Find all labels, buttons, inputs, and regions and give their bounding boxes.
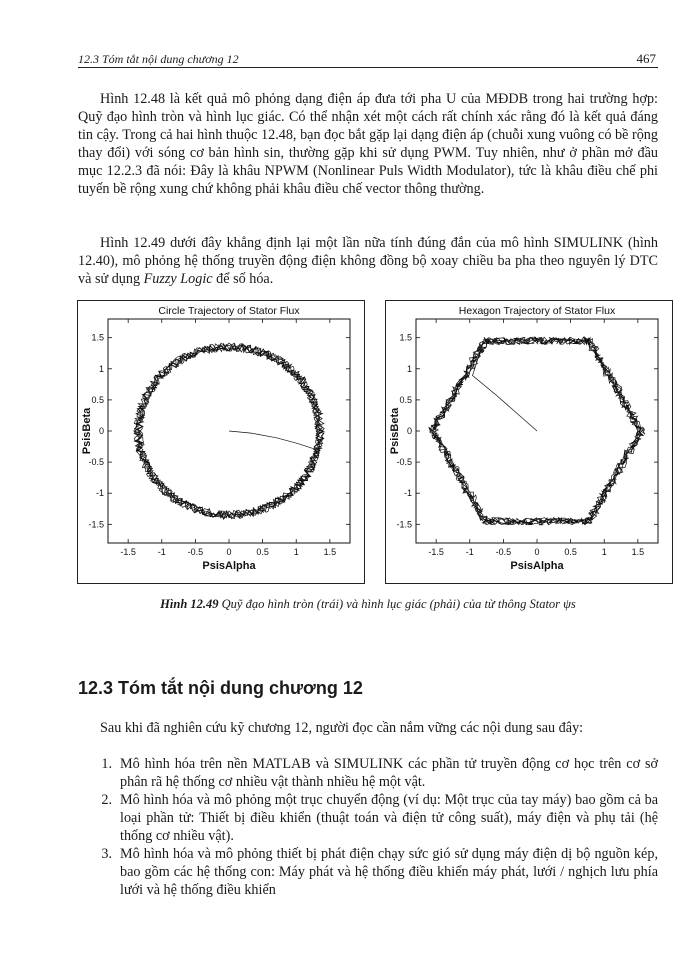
y-axis-label: PsisBeta [81,407,93,455]
x-tick-label: 0.5 [256,547,269,557]
chart-title: Hexagon Trajectory of Stator Flux [458,305,616,317]
y-tick-label: -1 [403,488,412,499]
caption-text: Quỹ đạo hình tròn (trái) và hình lục giác (phải) của từ thông Stator [218,597,564,611]
paragraph-2-part-a: Hình 12.49 dưới đây khẳng định lại một lần nữa tính đúng đắn của mô hình SIMULINK (hình 12.40), mô phỏng hệ thống truyền động điện không đồng bộ xoay chiều ba pha theo nguyên lý DTC và sử dụng [78,235,658,287]
fuzzy-logic-term: Fuzzy Logic [143,271,213,287]
flux-trajectory-lap [429,337,645,525]
x-tick-label: 1.5 [631,547,645,557]
list-item-text: Mô hình hóa trên nền MATLAB và SIMULINK các phần tử truyền động cơ học trên cơ sở phân rã hệ thống cơ nhiều vật thành nhiều hệ một vật. [120,756,658,790]
x-tick-label: 1 [601,547,607,557]
y-tick-label: 1.5 [91,332,104,343]
hexagon-trajectory-chart [386,301,672,583]
flux-trajectory-lap [135,343,324,518]
y-tick-label: -1.5 [88,519,104,530]
y-tick-label: 0.5 [399,394,412,405]
y-tick-label: 1 [406,363,412,374]
y-tick-label: 0 [406,426,412,436]
x-tick-label: 0 [534,547,540,557]
list-item-number: 2. [101,792,112,808]
y-tick-label: 0 [98,426,104,436]
flux-trajectory-lap [432,337,642,524]
y-tick-label: 1.5 [399,332,412,343]
y-axis-label: PsisBeta [389,407,401,455]
caption-label: Hình 12.49 [160,597,219,611]
paragraph-2-text [78,234,658,288]
x-tick-label: -1 [157,547,166,557]
running-head-section: 12.3 Tóm tắt nội dung chương 12 [78,52,239,66]
circle-trajectory-chart [78,301,364,583]
x-tick-label: -0.5 [495,547,512,557]
x-axis-label: PsisAlpha [202,560,256,572]
x-tick-label: 0 [226,547,232,557]
list-item-text: Mô hình hóa và mô phỏng một trục chuyển động (ví dụ: Một trục của tay máy) bao gồm cả ba loại phần tử: Thiết bị điều khiển (thuật toán và điện tử công suất), máy điện và phụ tải (hệ thống cơ nhiều vật). [120,792,658,844]
x-tick-label: 1.5 [323,547,337,557]
x-tick-label: 0.5 [564,547,577,557]
startup-transient-line [229,431,316,449]
list-item [78,755,658,791]
list-item [78,845,658,899]
summary-list [78,755,658,899]
y-tick-label: -1.5 [396,519,412,530]
summary-intro [78,719,658,737]
paragraph-1 [78,90,658,198]
startup-transient-line [473,340,538,431]
header-rule [78,67,658,68]
flux-trajectory-lap [432,337,645,524]
x-tick-label: 1 [293,547,299,557]
figure-hexagon-trajectory [385,300,673,584]
caption-symbol: ψs [563,597,576,611]
figure-circle-trajectory [77,300,365,584]
section-title: 12.3 Tóm tắt nội dung chương 12 [78,678,363,698]
chart-title: Circle Trajectory of Stator Flux [158,305,300,317]
list-item [78,791,658,845]
flux-trajectory-lap [432,337,643,525]
page-number: 467 [636,51,656,66]
y-tick-label: 0.5 [91,394,104,405]
list-item-number: 1. [101,756,112,772]
x-tick-label: -1.5 [428,547,444,557]
summary-intro-text: Sau khi đã nghiên cứu kỹ chương 12, người đọc cần nắm vững các nội dung sau đây: [100,720,584,736]
y-tick-label: 1 [98,363,104,374]
list-item-text: Mô hình hóa và mô phỏng thiết bị phát điện chạy sức gió sử dụng máy điện dị bộ nguồn kép, bao gồm các hệ thống con: Máy phát và hệ thống điều khiển máy phát, lưới / nghịch lưu phía lưới và hệ thống điều khiển [120,846,658,898]
x-tick-label: -1 [465,547,474,557]
y-tick-label: -1 [95,488,104,499]
x-axis-label: PsisAlpha [510,560,564,572]
paragraph-2-part-b: để số hóa. [212,271,274,287]
y-tick-label: -0.5 [88,457,104,468]
running-head [78,51,656,67]
flux-trajectory-lap [430,337,645,525]
paragraph-2 [78,234,658,288]
paragraph-1-text: Hình 12.48 là kết quả mô phỏng dạng điện áp đưa tới pha U của MĐDB trong hai trường hợp: Quỹ đạo hình tròn và hình lục giác. Có thể nhận xét một cách rất chính xác rằng đó là kết quả đáng tin cậy. Trong cả hai hình thuộc 12.48, bạn đọc bắt gặp lại dạng điện áp (chuỗi xung vuông có bề rộng thay đổi) với sóng cơ bản hình sin, thường gặp khi sử dụng PWM. Tuy nhiên, như ở phần mở đầu mục 12.2.3 đã nói: Đây là khâu NPWM (Nonlinear Puls Width Modulator), tức là khâu điều chế phi tuyến bề rộng xung chứ không phải khâu điều chế vector thông thường. [78,91,658,197]
list-item-number: 3. [101,846,112,862]
figure-caption [78,597,658,612]
y-tick-label: -0.5 [396,457,412,468]
x-tick-label: -1.5 [120,547,136,557]
x-tick-label: -0.5 [187,547,204,557]
